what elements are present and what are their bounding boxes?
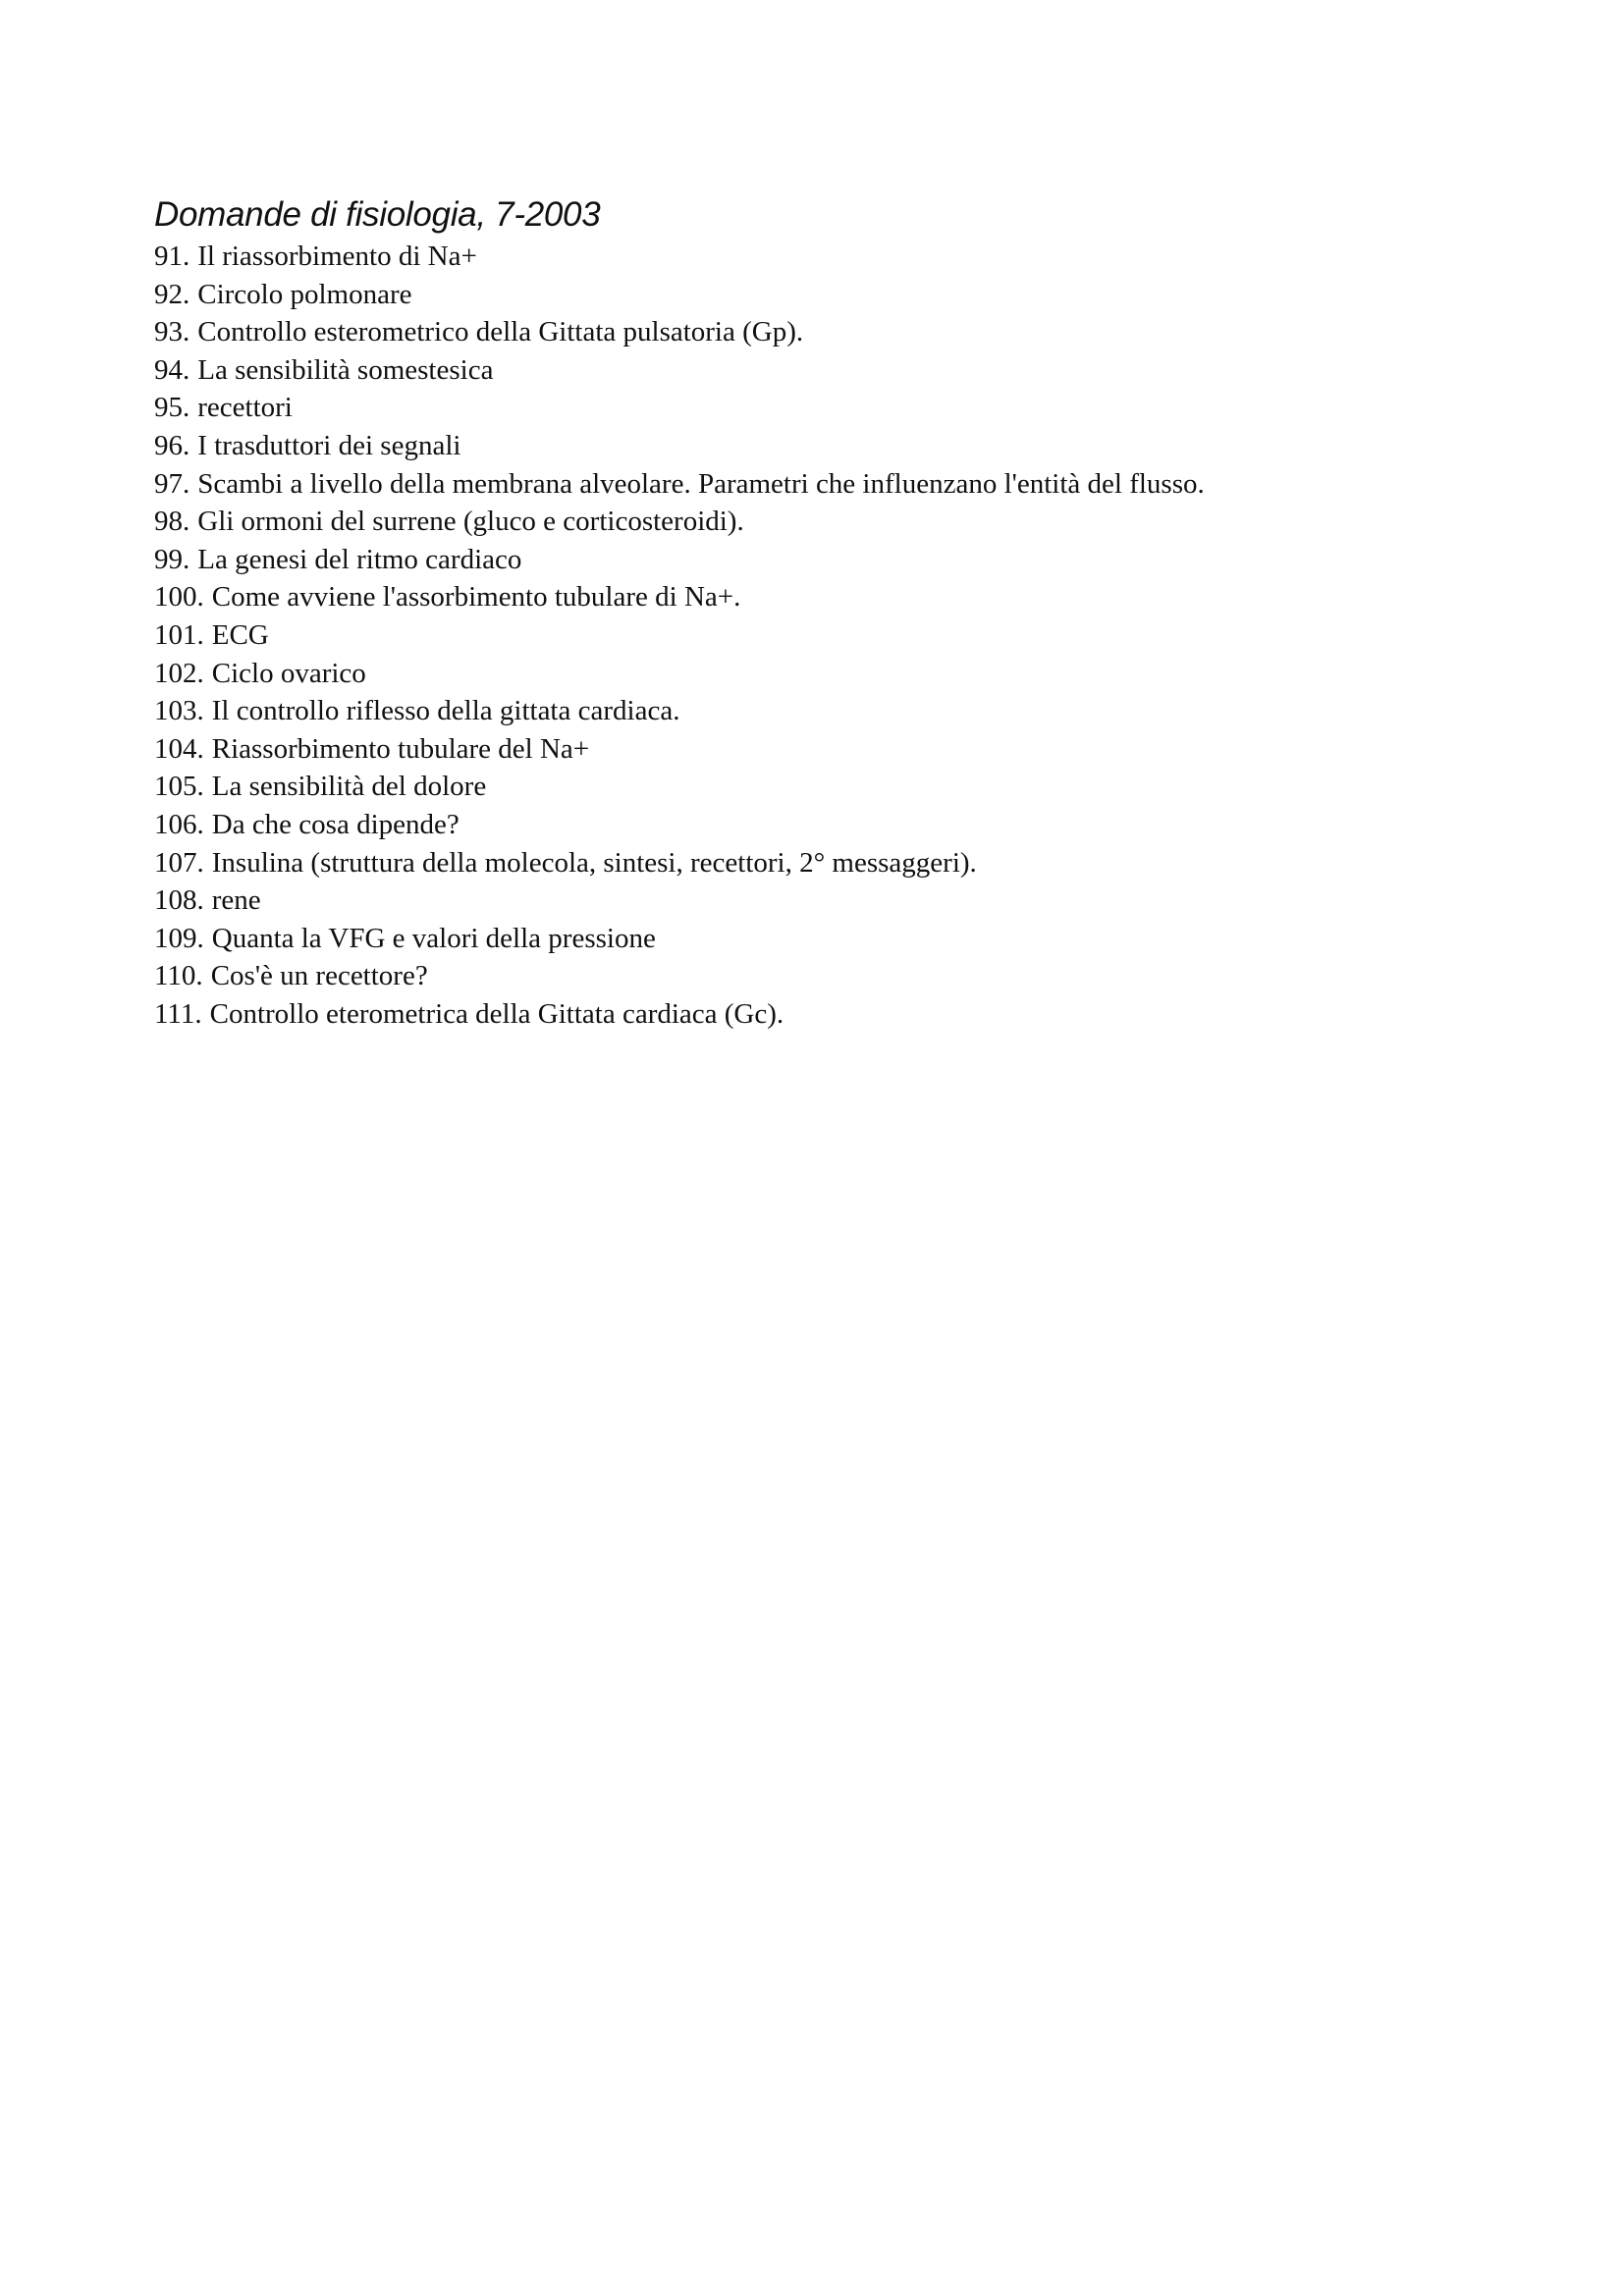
list-item (154, 655, 1254, 693)
question-text: Ciclo ovarico (211, 657, 366, 689)
question-number: 102. (154, 657, 204, 689)
list-item (154, 313, 1254, 351)
list-item (154, 503, 1254, 541)
question-number: 92. (154, 278, 190, 310)
question-number: 111. (154, 997, 202, 1030)
question-text: Circolo polmonare (197, 278, 412, 310)
question-text: Scambi a livello della membrana alveolare. Parametri che influenzano l'entità del flusso. (197, 467, 1205, 500)
list-item (154, 427, 1254, 465)
question-text: I trasduttori dei segnali (197, 429, 461, 461)
question-number: 106. (154, 808, 204, 840)
document-content (154, 192, 1431, 1033)
list-item (154, 616, 1254, 655)
question-number: 94. (154, 353, 190, 386)
list-item (154, 881, 1254, 920)
question-text: Il controllo riflesso della gittata cardiaca. (211, 695, 680, 727)
question-text: Quanta la VFG e valori della pressione (211, 922, 656, 954)
question-number: 95. (154, 392, 190, 424)
question-text: ECG (211, 618, 269, 651)
question-number: 98. (154, 506, 190, 538)
question-number: 110. (154, 960, 203, 992)
question-text: La sensibilità somestesica (197, 353, 494, 386)
question-text: Cos'è un recettore? (210, 960, 428, 992)
list-item (154, 768, 1254, 806)
question-text: Controllo eterometrica della Gittata cardiaca (Gc). (209, 997, 784, 1030)
question-text: Insulina (struttura della molecola, sintesi, recettori, 2° messaggeri). (211, 846, 977, 879)
question-text: Controllo esterometrico della Gittata pulsatoria (Gp). (197, 316, 804, 348)
question-text: Come avviene l'assorbimento tubulare di Na+. (211, 581, 741, 614)
question-text: Gli ormoni del surrene (gluco e corticosteroidi). (197, 506, 744, 538)
list-item (154, 806, 1254, 844)
list-item (154, 541, 1254, 579)
question-number: 93. (154, 316, 190, 348)
question-number: 99. (154, 543, 190, 575)
list-item (154, 351, 1254, 390)
list-item (154, 578, 1254, 616)
list-item (154, 238, 1254, 276)
question-number: 101. (154, 618, 204, 651)
question-number: 107. (154, 846, 204, 879)
question-text: La genesi del ritmo cardiaco (197, 543, 522, 575)
list-item (154, 692, 1254, 730)
question-list (154, 238, 1254, 1033)
question-number: 104. (154, 732, 204, 765)
list-item (154, 465, 1254, 504)
list-item (154, 920, 1254, 958)
question-number: 97. (154, 467, 190, 500)
question-number: 91. (154, 240, 190, 272)
question-text: recettori (197, 392, 293, 424)
question-text: La sensibilità del dolore (211, 771, 487, 803)
question-number: 96. (154, 429, 190, 461)
question-number: 109. (154, 922, 204, 954)
question-text: rene (211, 884, 261, 917)
question-text: Da che cosa dipende? (211, 808, 460, 840)
question-number: 100. (154, 581, 204, 614)
list-item (154, 389, 1254, 427)
list-item (154, 995, 1254, 1034)
question-text: Riassorbimento tubulare del Na+ (211, 732, 590, 765)
list-item (154, 844, 1254, 882)
question-number: 105. (154, 771, 204, 803)
document-title: Domande di fisiologia, 7-2003 (154, 195, 601, 234)
question-number: 103. (154, 695, 204, 727)
list-item (154, 276, 1254, 314)
question-text: Il riassorbimento di Na+ (197, 240, 477, 272)
list-item (154, 957, 1254, 995)
question-number: 108. (154, 884, 204, 917)
list-item (154, 730, 1254, 769)
